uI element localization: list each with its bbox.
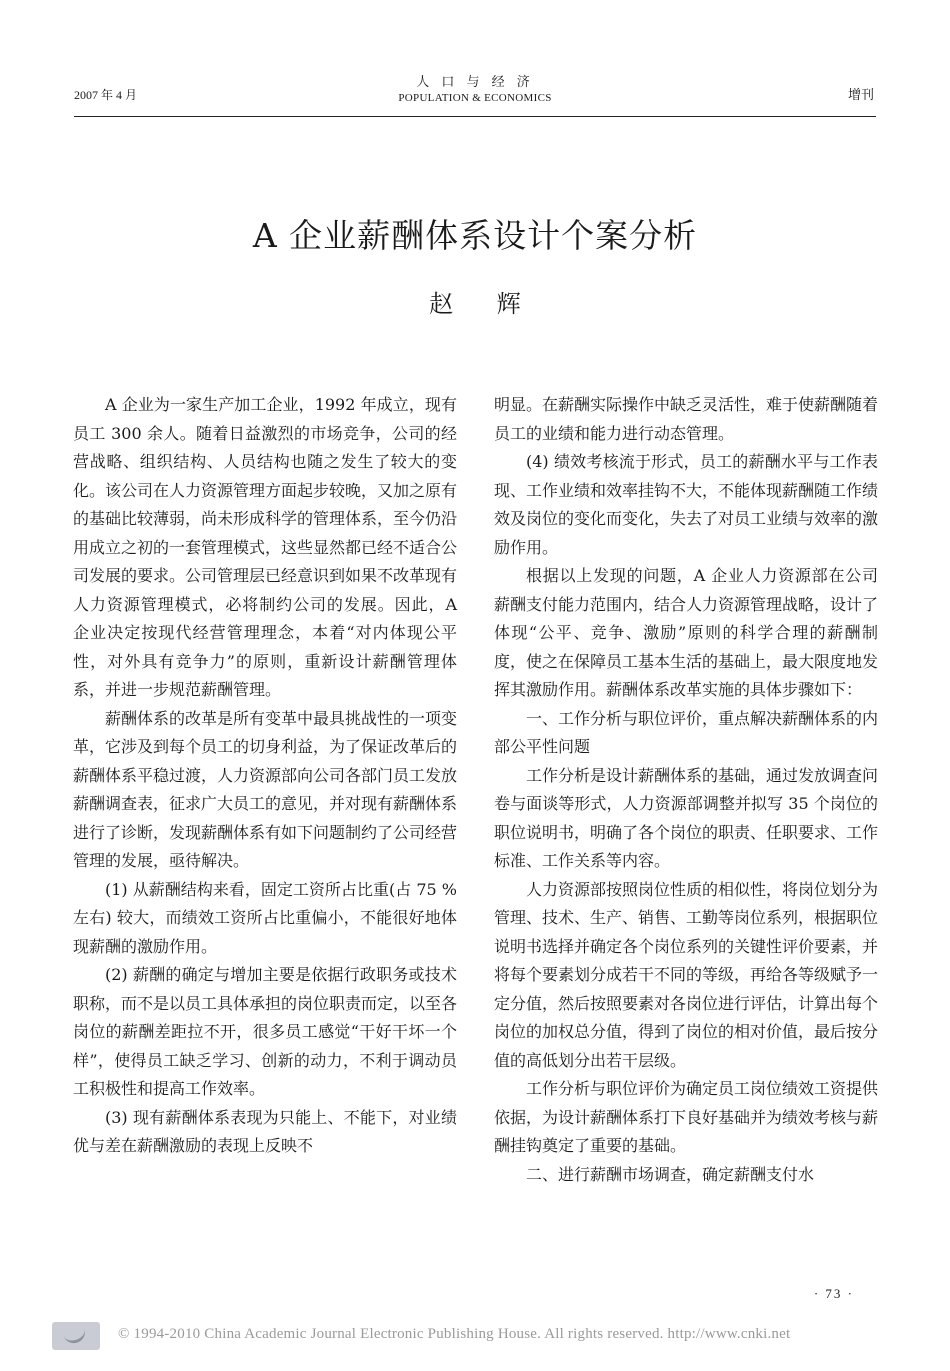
paragraph: (3) 现有薪酬体系表现为只能上、不能下，对业绩优与差在薪酬激励的表现上反映不	[73, 1107, 457, 1155]
paragraph: (2) 薪酬的确定与增加主要是依据行政职务或技术职称，而不是以员工具体承担的岗位职责而定，以至各岗位的薪酬差距拉不开，很多员工感觉“干好干坏一个样”，使得员工缺乏学习、创新的动力，不利于调动员工积极性和提高工作效率。	[73, 965, 458, 1098]
paragraph: 工作分析是设计薪酬体系的基础，通过发放调查问卷与面谈等形式，人力资源部调整并拟写 35 个岗位的职位说明书，明确了各个岗位的职责、任职要求、工作标准、工作关系等内容。	[494, 765, 879, 870]
footer-copyright: © 1994-2010 China Academic Journal Electronic Publishing House. All rights reserved. http://www.cnki.net	[118, 1326, 791, 1342]
cnki-logo-icon	[52, 1322, 100, 1350]
paragraph: 薪酬体系的改革是所有变革中最具挑战性的一项变革，它涉及到每个员工的切身利益，为了保证改革后的薪酬体系平稳过渡，人力资源部向公司各部门员工发放薪酬调查表，征求广大员工的意见，并对现有薪酬体系进行了诊断，发现薪酬体系有如下问题制约了公司经营管理的发展，亟待解决。	[73, 708, 458, 870]
header-date: 2007 年 4 月	[74, 88, 138, 102]
paragraph: 人力资源部按照岗位性质的相似性，将岗位划分为管理、技术、生产、销售、工勤等岗位系列，根据职位说明书选择并确定各个岗位系列的关键性评价要素，并将每个要素划分成若干不同的等级，再给各等级赋予一定分值，然后按照要素对各岗位进行评估，计算出每个岗位的加权总分值，得到了岗位的相对价值，最后按分值的高低划分出若干层级。	[494, 879, 879, 1070]
journal-name-en: POPULATION & ECONOMICS	[398, 92, 552, 104]
header-rule	[74, 116, 876, 117]
paragraph: 根据以上发现的问题，A 企业人力资源部在公司薪酬支付能力范围内，结合人力资源管理战略，设计了体现“公平、竞争、激励”原则的科学合理的薪酬制度，使之在保障员工基本生活的基础上，最大限度地发挥其激励作用。薪酬体系改革实施的具体步骤如下：	[494, 566, 879, 699]
paragraph: (1) 从薪酬结构来看，固定工资所占比重(占 75 %左右) 较大，而绩效工资所占比重偏小，不能很好地体现薪酬的激励作用。	[73, 879, 457, 956]
section-heading: 一、工作分析与职位评价，重点解决薪酬体系的内部公平性问题	[494, 708, 879, 756]
body-right-column	[494, 391, 878, 1189]
paragraph: A 企业为一家生产加工企业，1992 年成立，现有员工 300 余人。随着日益激烈的市场竞争，公司的经营战略、组织结构、人员结构也随之发生了较大的变化。该公司在人力资源管理方面起步较晚，又加之原有的基础比较薄弱，尚未形成科学的管理体系，至今仍沿用成立之初的一套管理模式，这些显然都已经不适合公司发展的要求。公司管理层已经意识到如果不改革现有人力资源管理模式，必将制约公司的发展。因此，A 企业决定按现代经营管理理念，本着“对内体现公平性，对外具有竞争力”的原则，重新设计薪酬管理体系，并进一步规范薪酬管理。	[73, 395, 458, 699]
article-title: A 企业薪酬体系设计个案分析	[252, 216, 698, 255]
paragraph: (4) 绩效考核流于形式，员工的薪酬水平与工作表现、工作业绩和效率挂钩不大，不能体现薪酬随工作绩效及岗位的变化而变化，失去了对员工业绩与效率的激励作用。	[494, 452, 879, 557]
journal-name-cn: 人 口 与 经 济	[416, 75, 534, 90]
section-heading: 二、进行薪酬市场调查，确定薪酬支付水	[526, 1164, 815, 1184]
journal-header	[0, 74, 950, 106]
article-author: 赵 辉	[429, 290, 539, 318]
page-number: · 73 ·	[813, 1286, 854, 1301]
paragraph: 工作分析与职位评价为确定员工岗位绩效工资提供依据，为设计薪酬体系打下良好基础并为绩效考核与薪酬挂钩奠定了重要的基础。	[494, 1079, 879, 1155]
body-left-column	[73, 391, 457, 1161]
footer	[0, 1322, 950, 1362]
paragraph: 明显。在薪酬实际操作中缺乏灵活性，难于使薪酬随着员工的业绩和能力进行动态管理。	[494, 395, 879, 443]
header-issue: 增刊	[847, 88, 874, 103]
